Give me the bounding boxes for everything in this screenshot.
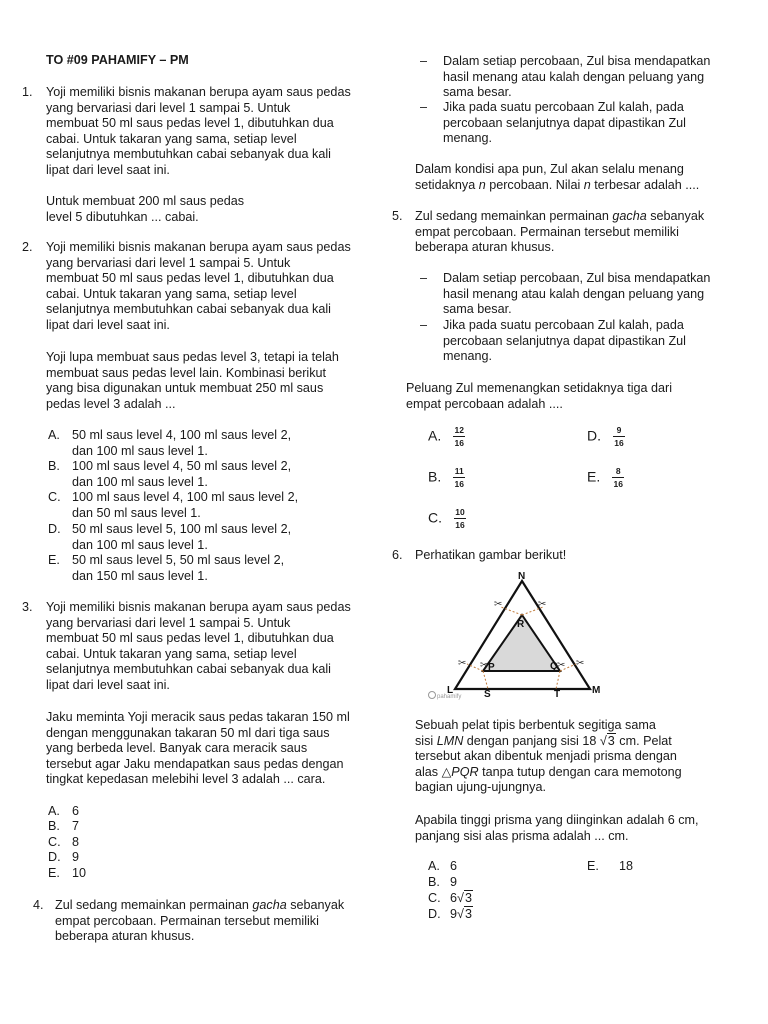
label-m: M: [592, 685, 601, 696]
stem-line: empat percobaan. Permainan tersebut memiliki: [55, 913, 319, 928]
option-e[interactable]: [48, 866, 86, 882]
option-fraction: [453, 426, 465, 448]
pahamify-logo-icon: [429, 692, 436, 699]
fraction-bar: [454, 518, 466, 519]
option-fraction: [613, 426, 625, 448]
stem-line: empat percobaan. Permainan tersebut memiliki: [415, 224, 679, 239]
label-l: L: [447, 685, 454, 696]
option-letter: E.: [48, 866, 60, 880]
stem-line: membuat 50 ml saus pedas level 1, dibutuhkan dua: [46, 271, 334, 286]
fraction-bar: [612, 477, 624, 478]
radicand: 3: [464, 891, 472, 905]
desc-text: tanpa tutup dengan cara memotong: [478, 764, 682, 779]
option-text: 100 ml saus level 4, 50 ml saus level 2,: [72, 459, 292, 473]
option-letter: C.: [48, 835, 61, 849]
question-number: 6.: [392, 548, 403, 562]
option-text-cont: dan 150 ml saus level 1.: [72, 568, 208, 583]
rule-dash: –: [420, 54, 428, 68]
prompt-italic: n: [583, 177, 591, 192]
option-letter: E.: [587, 859, 599, 873]
watermark-text: pahamify: [437, 694, 462, 700]
rule-line: sama besar.: [443, 302, 512, 317]
stem-italic: gacha: [612, 209, 647, 223]
sqrt: √3: [457, 891, 472, 905]
question-number: 1.: [22, 85, 33, 99]
prompt-text: percobaan. Nilai: [485, 177, 584, 192]
rule-line: Dalam setiap percobaan, Zul bisa mendapatkan: [443, 271, 711, 285]
option-fraction: [453, 467, 465, 489]
stem-line: beberapa aturan khusus.: [415, 240, 555, 255]
option-a[interactable]: [48, 804, 79, 820]
option-text-cont: dan 100 ml saus level 1.: [72, 474, 208, 489]
fraction-denominator: 16: [614, 438, 624, 448]
option-letter: C.: [428, 509, 442, 526]
option-letter: E.: [587, 468, 601, 485]
option-b[interactable]: [48, 819, 79, 835]
rule-text: [443, 54, 753, 101]
option-c[interactable]: [428, 891, 473, 907]
fraction-bar: [453, 436, 465, 437]
question-1-stem: [46, 85, 362, 179]
option-letter: D.: [428, 907, 441, 921]
option-text: 18: [619, 859, 634, 873]
question-5-stem: [415, 209, 755, 256]
radicand: 3: [607, 733, 615, 748]
option-text: 6: [450, 859, 458, 873]
stem-text: Zul sedang memainkan permainan: [415, 209, 613, 223]
rule-line: Jika pada suatu percobaan Zul kalah, pada: [443, 318, 684, 332]
stem-line: lipat dari level saat ini.: [46, 317, 170, 332]
document-title: TO #09 PAHAMIFY – PM: [46, 53, 189, 67]
stem-line: yang bervariasi dari level 1 sampai 5. Untuk: [46, 255, 291, 270]
desc-text: sisi: [415, 733, 437, 748]
scissors-icon: ✂: [557, 660, 566, 671]
option-fraction: [612, 467, 624, 489]
option-letter: B.: [428, 875, 440, 889]
rule-line: hasil menang atau kalah dengan peluang yang: [443, 286, 705, 301]
option-d[interactable]: [48, 850, 79, 866]
desc-italic: PQR: [451, 764, 479, 779]
option-text-cont: dan 100 ml saus level 1.: [72, 537, 208, 552]
option-text: 9: [450, 907, 458, 921]
fraction-numerator: 12: [454, 425, 464, 435]
option-d[interactable]: [48, 522, 291, 553]
option-e[interactable]: [48, 553, 284, 584]
stem-line: cabai. Untuk takaran yang sama, setiap level: [46, 131, 297, 146]
stem-line: beberapa aturan khusus.: [55, 929, 195, 944]
rule-line: Jika pada suatu percobaan Zul kalah, pada: [443, 100, 684, 114]
desc-line: bagian ujung-ujungnya.: [415, 780, 546, 795]
question-number: 4.: [33, 898, 44, 912]
desc-line: [415, 734, 736, 750]
triangle-figure: [422, 567, 602, 707]
label-s: S: [484, 689, 491, 700]
option-b[interactable]: [428, 467, 465, 489]
option-text: 100 ml saus level 4, 100 ml saus level 2,: [72, 490, 299, 504]
desc-line: tersebut akan dibentuk menjadi prisma dengan: [415, 749, 677, 764]
option-letter: D.: [587, 427, 601, 444]
prompt-line: Dalam kondisi apa pun, Zul akan selalu menang: [415, 162, 684, 176]
stem-line: [415, 209, 755, 225]
option-letter: E.: [48, 553, 60, 567]
prompt-text: setidaknya: [415, 177, 479, 192]
scissors-icon: ✂: [480, 660, 489, 671]
question-4-stem: [55, 898, 365, 945]
scissors-icon: ✂: [538, 599, 547, 610]
question-4-prompt: [415, 162, 735, 193]
fraction-denominator: 16: [454, 438, 464, 448]
option-letter: B.: [428, 468, 442, 485]
prompt-line: tingkat kepedasan melebihi level 3 adalah ... cara.: [46, 772, 326, 787]
prompt-line: yang berbeda level. Banyak cara meracik saus: [46, 741, 308, 756]
prompt-line: Apabila tinggi prisma yang diinginkan adalah 6 cm,: [415, 813, 699, 827]
prompt-line: tersebut agar Jaku mendapatkan saus pedas dengan: [46, 756, 344, 771]
stem-line: selanjutnya membutuhkan cabai sebanyak dua kali: [46, 147, 331, 162]
fraction-numerator: 8: [615, 466, 621, 476]
rule-text: [443, 318, 753, 365]
desc-line: Sebuah pelat tipis berbentuk segitiga sama: [415, 718, 656, 732]
rule-line: Dalam setiap percobaan, Zul bisa mendapatkan: [443, 54, 711, 68]
option-letter: B.: [48, 819, 60, 833]
option-text-cont: dan 100 ml saus level 1.: [72, 443, 208, 458]
option-letter: C.: [48, 490, 61, 504]
rule-line: menang.: [443, 349, 493, 364]
prompt-line: Jaku meminta Yoji meracik saus pedas takaran 150 ml: [46, 710, 350, 724]
option-d[interactable]: [428, 907, 473, 923]
question-1-prompt: [46, 194, 244, 225]
fraction-denominator: 16: [454, 479, 464, 489]
stem-line: selanjutnya membutuhkan cabai sebanyak dua kali: [46, 662, 331, 677]
desc-text: alas: [415, 764, 442, 779]
stem-line: lipat dari level saat ini.: [46, 162, 170, 177]
option-c[interactable]: [48, 835, 79, 851]
scissors-icon: ✂: [458, 658, 467, 669]
pahamify-watermark: [429, 692, 462, 701]
question-3-prompt: [46, 710, 362, 788]
stem-line: [55, 898, 365, 914]
stem-line: lipat dari level saat ini.: [46, 677, 170, 692]
option-text: 8: [72, 835, 80, 849]
sqrt: √3: [599, 733, 615, 748]
option-c[interactable]: [48, 490, 298, 521]
question-2-prompt: [46, 350, 362, 412]
desc-text: cm. Pelat: [615, 733, 672, 748]
desc-text: dengan panjang sisi 18: [463, 733, 600, 748]
label-t: T: [554, 689, 561, 700]
stem-italic: gacha: [252, 898, 287, 912]
option-letter: A.: [48, 428, 60, 442]
option-text: 6: [72, 804, 80, 818]
sqrt: √3: [457, 907, 472, 921]
option-text: 10: [72, 866, 87, 880]
rule-line: menang.: [443, 131, 493, 146]
option-letter: C.: [428, 891, 441, 905]
option-letter: A.: [428, 427, 442, 444]
option-a[interactable]: [428, 426, 465, 448]
radicand: 3: [464, 907, 472, 921]
stem-line: selanjutnya membutuhkan cabai sebanyak dua kali: [46, 302, 331, 317]
option-text-cont: dan 50 ml saus level 1.: [72, 505, 201, 520]
option-e[interactable]: [587, 467, 624, 489]
prompt-line: empat percobaan adalah ....: [406, 396, 563, 411]
option-text: 9: [72, 850, 80, 864]
rule-dash: –: [420, 318, 428, 332]
question-6-prompt: [415, 813, 755, 844]
question-number: 3.: [22, 600, 33, 614]
fraction-bar: [613, 436, 625, 437]
desc-line: [415, 765, 736, 781]
prompt-line: dengan menggunakan takaran 50 ml dari tiga saus: [46, 725, 330, 740]
prompt-line: pedas level 3 adalah ...: [46, 396, 176, 411]
prompt-line: Peluang Zul memenangkan setidaknya tiga dari: [406, 381, 673, 395]
option-text: 50 ml saus level 5, 50 ml saus level 2,: [72, 553, 285, 567]
stem-line: yang bervariasi dari level 1 sampai 5. Untuk: [46, 615, 291, 630]
desc-italic: LMN: [436, 733, 464, 748]
option-letter: A.: [428, 859, 440, 873]
question-number: 2.: [22, 240, 33, 254]
prompt-line: level 5 dibutuhkan ... cabai.: [46, 209, 199, 224]
option-d[interactable]: [587, 426, 625, 448]
option-text: 50 ml saus level 4, 100 ml saus level 2,: [72, 428, 292, 442]
stem-line: membuat 50 ml saus pedas level 1, dibutuhkan dua: [46, 116, 334, 131]
option-a[interactable]: [428, 859, 457, 875]
question-2-stem: [46, 240, 362, 334]
fraction-numerator: 10: [455, 507, 465, 517]
stem-text: sebanyak: [646, 209, 705, 223]
fraction-bar: [453, 477, 465, 478]
label-q: Q: [550, 661, 558, 672]
prompt-line: Untuk membuat 200 ml saus pedas: [46, 194, 245, 208]
prompt-line: membuat saus pedas level lain. Kombinasi berikut: [46, 365, 327, 380]
stem-line: membuat 50 ml saus pedas level 1, dibutuhkan dua: [46, 631, 334, 646]
fraction-numerator: 11: [454, 466, 464, 476]
stem-line: cabai. Untuk takaran yang sama, setiap level: [46, 286, 297, 301]
prompt-line: [415, 178, 735, 194]
scissors-icon: ✂: [494, 599, 503, 610]
option-text: 6: [450, 891, 458, 905]
option-b[interactable]: [428, 875, 457, 891]
option-text: 9: [450, 875, 458, 889]
option-letter: B.: [48, 459, 60, 473]
stem-text: sebanyak: [286, 898, 345, 912]
rule-text: [443, 271, 753, 318]
option-letter: D.: [48, 850, 61, 864]
rule-line: hasil menang atau kalah dengan peluang yang: [443, 69, 705, 84]
question-6-description: [415, 718, 736, 796]
option-a[interactable]: [48, 428, 291, 459]
prompt-text: terbesar adalah ....: [590, 177, 700, 192]
option-fraction: [454, 508, 466, 530]
rule-dash: –: [420, 271, 428, 285]
question-3-stem: [46, 600, 362, 694]
option-letter: D.: [48, 522, 61, 536]
prompt-line: Yoji lupa membuat saus pedas level 3, tetapi ia telah: [46, 350, 339, 364]
stem-line: yang bervariasi dari level 1 sampai 5. Untuk: [46, 100, 291, 115]
option-c[interactable]: [428, 508, 466, 530]
rule-line: percobaan selanjutnya dapat dipastikan Zul: [443, 333, 686, 348]
label-r: R: [517, 619, 525, 630]
label-n: N: [518, 571, 526, 582]
rule-line: percobaan selanjutnya dapat dipastikan Zul: [443, 115, 686, 130]
stem-line: Yoji memiliki bisnis makanan berupa ayam saus pedas: [46, 240, 351, 254]
scissors-icon: ✂: [576, 658, 585, 669]
rule-dash: –: [420, 100, 428, 114]
question-6-intro: Perhatikan gambar berikut!: [415, 548, 567, 562]
prompt-line: panjang sisi alas prisma adalah ... cm.: [415, 828, 629, 843]
question-number: 5.: [392, 209, 403, 223]
stem-line: Yoji memiliki bisnis makanan berupa ayam saus pedas: [46, 85, 351, 99]
triangle-symbol: △: [441, 764, 452, 779]
option-e[interactable]: [587, 859, 633, 875]
prompt-line: yang bisa digunakan untuk membuat 250 ml saus: [46, 381, 324, 396]
fraction-denominator: 16: [613, 479, 623, 489]
option-b[interactable]: [48, 459, 291, 490]
label-p: P: [488, 662, 495, 673]
prompt-italic: n: [478, 177, 486, 192]
rule-line: sama besar.: [443, 85, 512, 100]
stem-line: cabai. Untuk takaran yang sama, setiap level: [46, 646, 297, 661]
rule-text: [443, 100, 753, 147]
stem-line: Yoji memiliki bisnis makanan berupa ayam saus pedas: [46, 600, 351, 614]
option-letter: A.: [48, 804, 60, 818]
option-text: 7: [72, 819, 80, 833]
stem-text: Zul sedang memainkan permainan: [55, 898, 253, 912]
option-text: 50 ml saus level 5, 100 ml saus level 2,: [72, 522, 292, 536]
question-5-prompt: [406, 381, 736, 412]
fraction-numerator: 9: [616, 425, 622, 435]
fraction-denominator: 16: [455, 520, 465, 530]
